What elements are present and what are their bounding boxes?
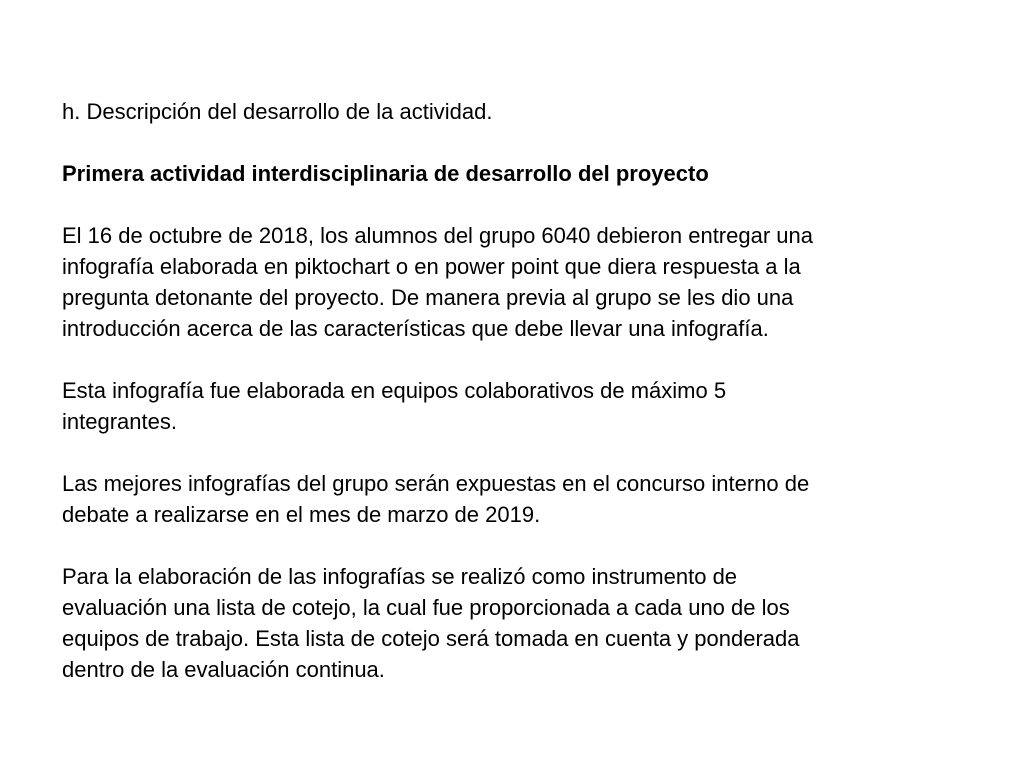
paragraph-line: pregunta detonante del proyecto. De manera previa al grupo se les dio una	[62, 285, 794, 310]
paragraph-line: debate a realizarse en el mes de marzo de 2019.	[62, 502, 541, 527]
paragraph-line: evaluación una lista de cotejo, la cual fue proporcionada a cada uno de los	[62, 595, 790, 620]
paragraph-line: El 16 de octubre de 2018, los alumnos del grupo 6040 debieron entregar una	[62, 223, 813, 248]
spacer	[62, 437, 962, 468]
paragraph-line: Esta infografía fue elaborada en equipos colaborativos de máximo 5	[62, 378, 727, 403]
paragraph-line: Las mejores infografías del grupo serán expuestas en el concurso interno de	[62, 471, 810, 496]
spacer	[62, 530, 962, 561]
activity-title: Primera actividad interdisciplinaria de desarrollo del proyecto	[62, 161, 709, 186]
paragraph-2	[62, 375, 962, 437]
spacer	[62, 127, 962, 158]
paragraph-line: Para la elaboración de las infografías se realizó como instrumento de	[62, 564, 738, 589]
paragraph-4	[62, 561, 962, 685]
slide-content	[62, 96, 962, 685]
spacer	[62, 189, 962, 220]
section-heading: h. Descripción del desarrollo de la actividad.	[62, 99, 493, 124]
paragraph-line: equipos de trabajo. Esta lista de cotejo será tomada en cuenta y ponderada	[62, 626, 800, 651]
paragraph-line: dentro de la evaluación continua.	[62, 657, 385, 682]
paragraph-line: infografía elaborada en piktochart o en power point que diera respuesta a la	[62, 254, 801, 279]
spacer	[62, 344, 962, 375]
paragraph-1	[62, 220, 962, 344]
paragraph-line: introducción acerca de las características que debe llevar una infografía.	[62, 316, 769, 341]
paragraph-line: integrantes.	[62, 409, 177, 434]
paragraph-3	[62, 468, 962, 530]
